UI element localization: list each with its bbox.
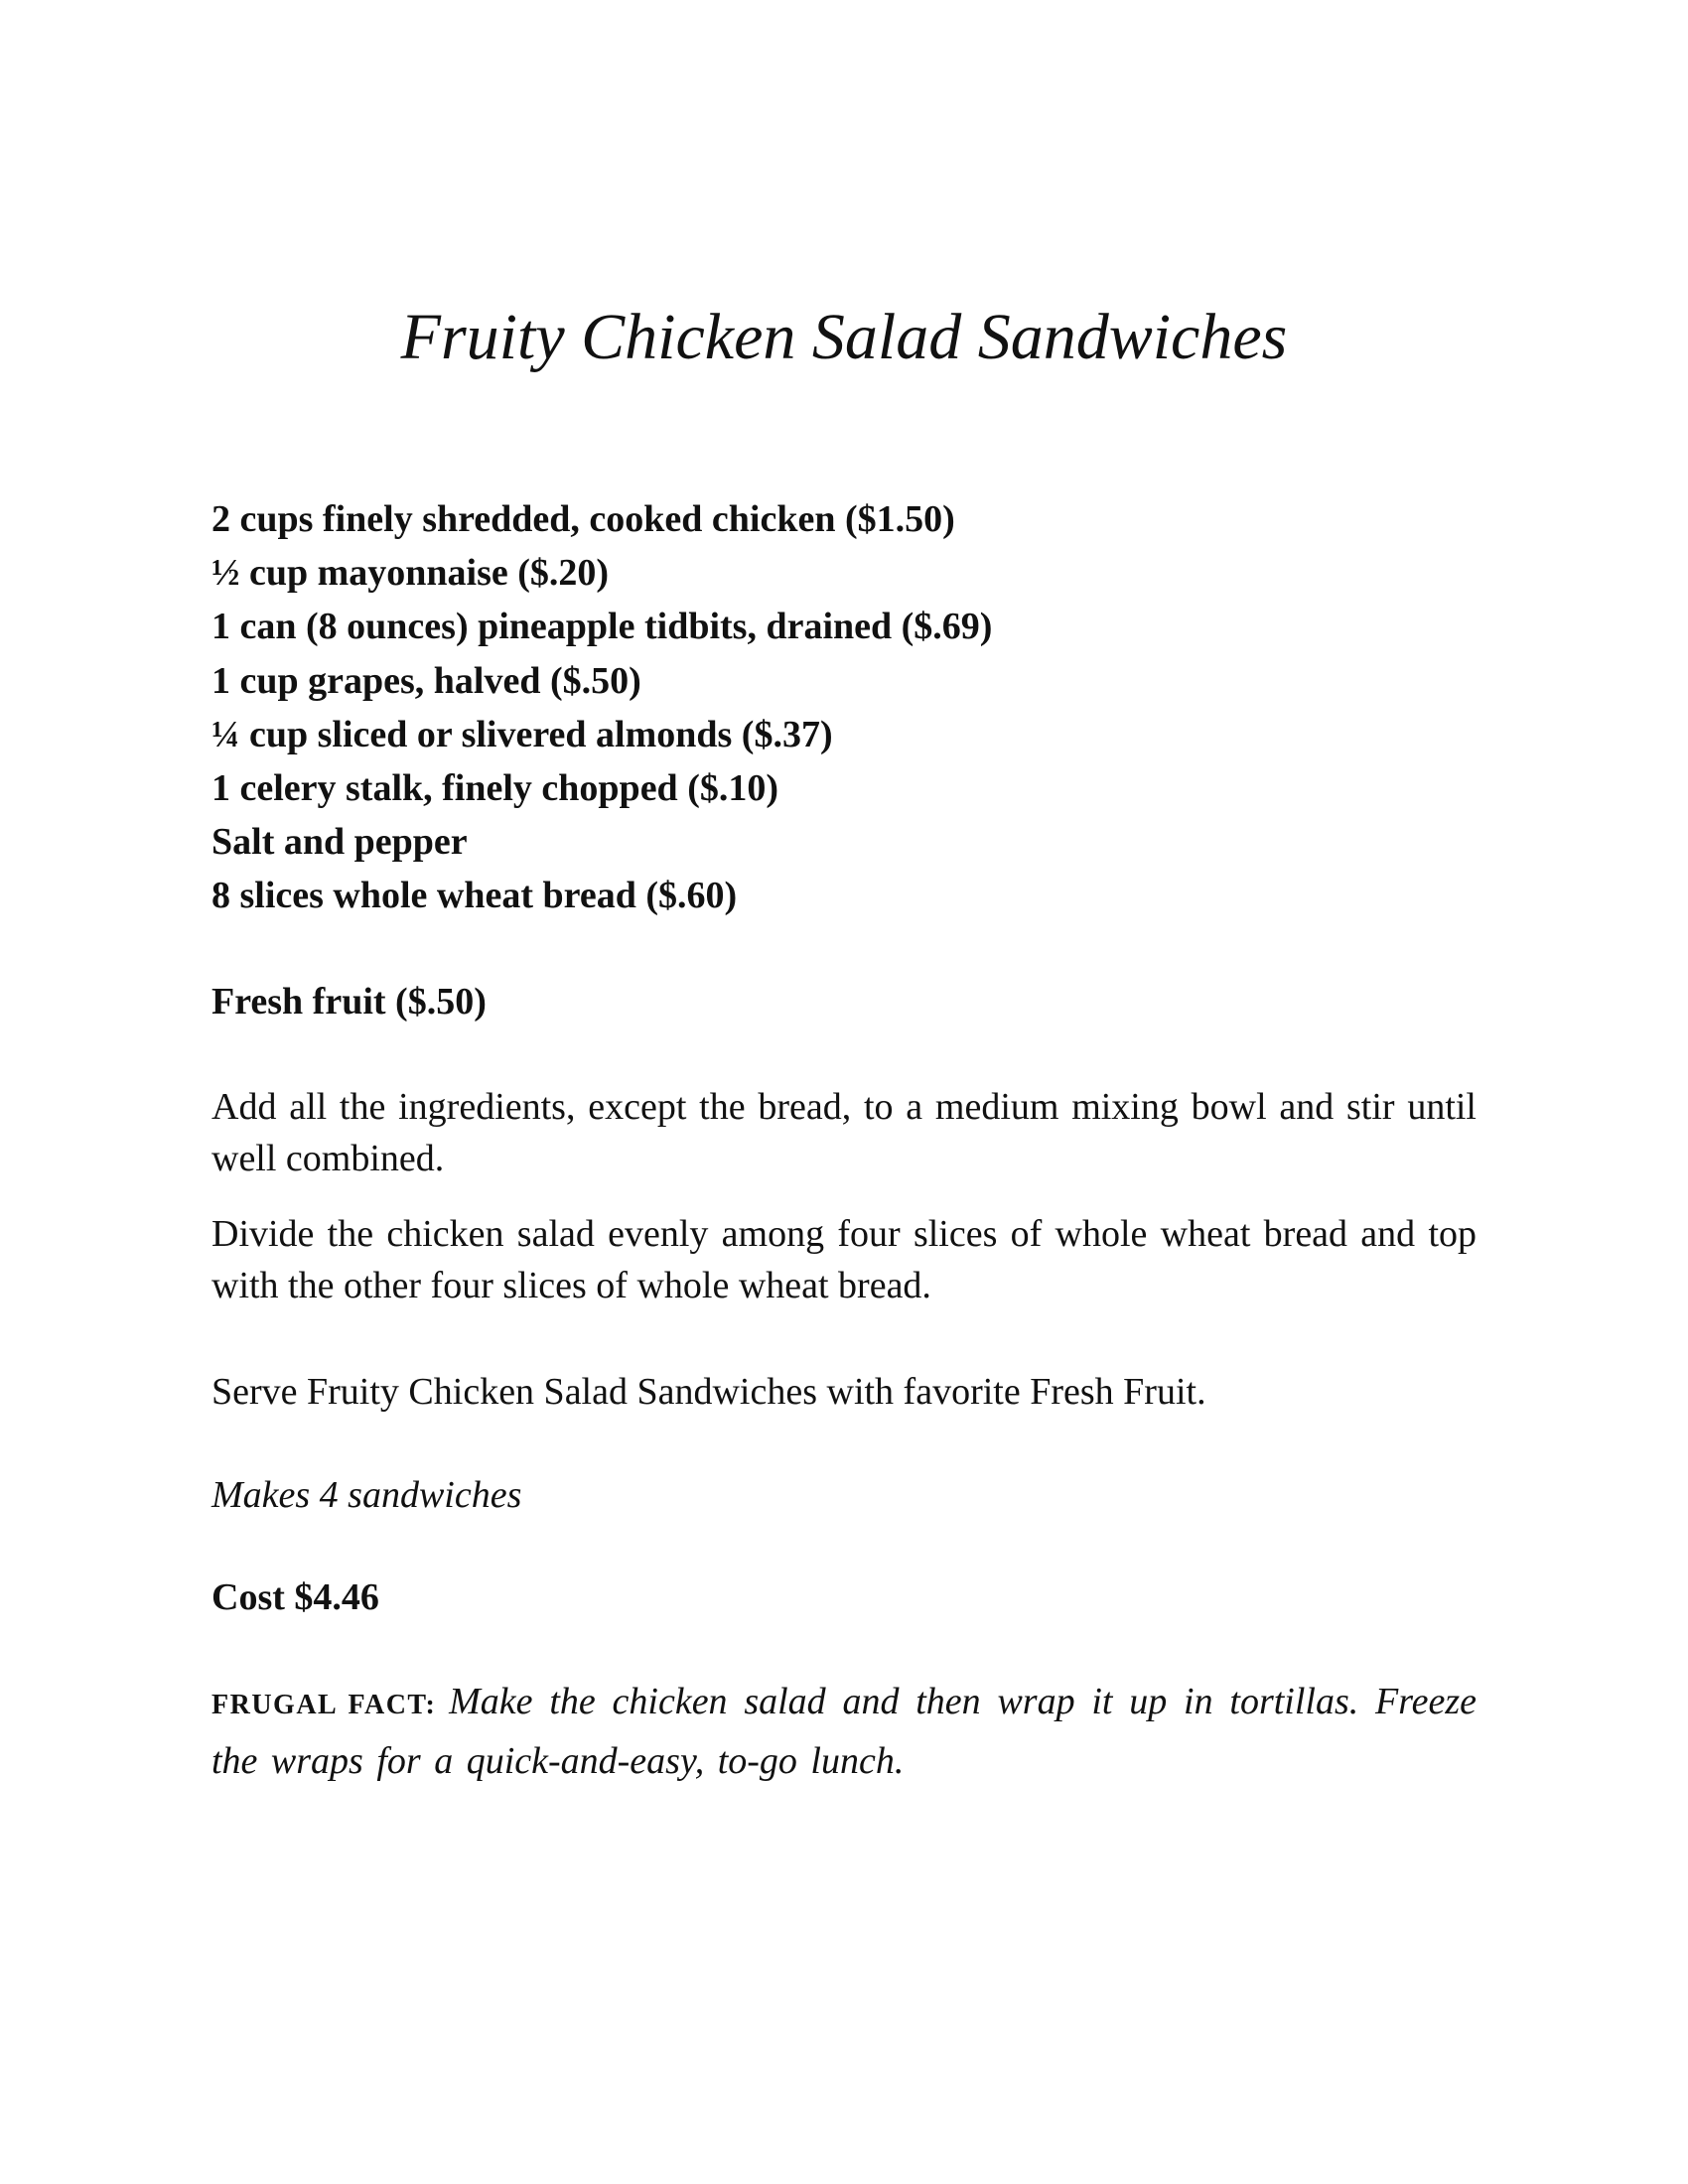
- recipe-title: Fruity Chicken Salad Sandwiches: [400, 301, 1288, 373]
- ingredient-item: 1 celery stalk, finely chopped ($.10): [211, 767, 779, 810]
- instruction-step-2: Divide the chicken salad evenly among four slices of whole wheat bread and top with the other four slices of whole wheat bread.: [211, 1213, 1477, 1306]
- ingredient-item: ½ cup mayonnaise ($.20): [211, 552, 610, 595]
- frugal-fact: [211, 1674, 1477, 1789]
- ingredient-item: 8 slices whole wheat bread ($.60): [211, 875, 738, 917]
- frugal-fact-label: FRUGAL FACT:: [211, 1690, 437, 1720]
- instruction-step-1: Add all the ingredients, except the bread, to a medium mixing bowl and stir until well combined.: [211, 1086, 1477, 1179]
- ingredient-item: 1 cup grapes, halved ($.50): [211, 659, 641, 702]
- ingredient-item: Salt and pepper: [211, 821, 468, 864]
- recipe-yield: Makes 4 sandwiches: [211, 1474, 522, 1516]
- side-item: Fresh fruit ($.50): [211, 981, 487, 1023]
- frugal-fact-text: Make the chicken salad and then wrap it up in tortillas. Freeze the wraps for a quick-and-easy, to-go lunch.: [211, 1681, 1477, 1782]
- ingredient-list: [211, 492, 992, 923]
- ingredient-item: 2 cups finely shredded, cooked chicken ($1.50): [211, 498, 955, 540]
- serving-suggestion: Serve Fruity Chicken Salad Sandwiches with favorite Fresh Fruit.: [211, 1371, 1206, 1413]
- ingredient-item: 1 can (8 ounces) pineapple tidbits, drained ($.69): [211, 606, 993, 648]
- recipe-cost: Cost $4.46: [211, 1576, 379, 1618]
- ingredient-item: ¼ cup sliced or slivered almonds ($.37): [211, 713, 833, 755]
